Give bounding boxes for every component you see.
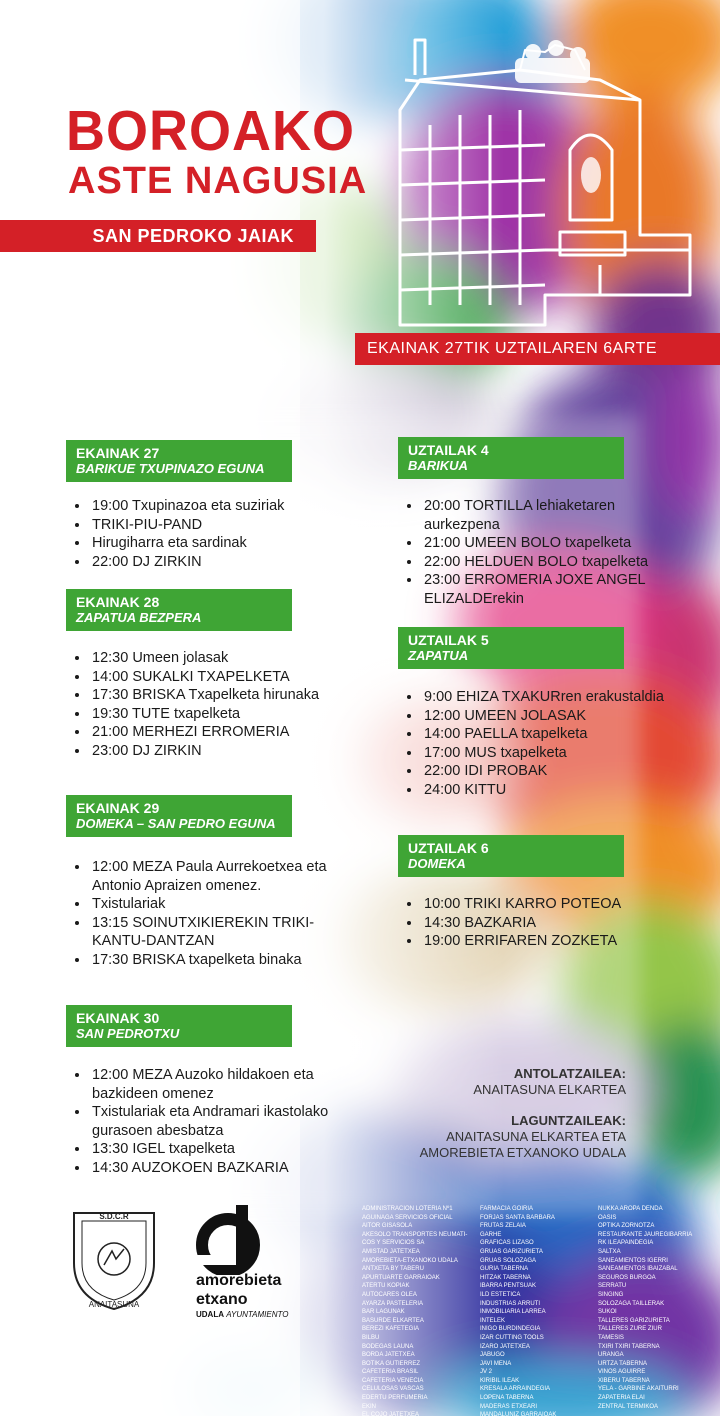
sponsor-name: ANTXETA BY TABERU — [362, 1266, 424, 1273]
event-item: • 19:30 TUTE txapelketa — [90, 705, 320, 724]
sponsor-name: EDERTU PERFUMERIA — [362, 1395, 428, 1402]
sponsor-name: ADMINISTRACION LOTERIA Nº1 — [362, 1206, 453, 1212]
day-header — [398, 437, 624, 479]
town-udala: UDALA — [196, 1310, 224, 1319]
event-list — [76, 1066, 330, 1177]
day-header — [66, 589, 292, 631]
town-council-label — [196, 1310, 288, 1319]
sponsor-name: IZAR CUTTING TOOLS — [480, 1334, 544, 1341]
event-item: • 14:00 SUKALKI TXAPELKETA — [90, 668, 320, 687]
sponsor-name: CAFETERIA VENECIA — [362, 1377, 424, 1384]
sponsor-name: AITOR GISASOLA — [362, 1223, 413, 1230]
event-item: • 19:00 Txupinazoa eta suziriak — [90, 497, 320, 516]
event-item: • Txistulariak eta Andramari ikastolako gurasoen abesbatza — [90, 1103, 330, 1140]
sponsor-name: AUTOCARES OLEA — [362, 1291, 417, 1298]
event-item: • TRIKI-PIU-PAND — [90, 516, 320, 535]
event-list — [408, 688, 672, 799]
sponsor-name: COS Y SERVICIOS SA — [362, 1240, 425, 1247]
event-item: • 23:00 DJ ZIRKIN — [90, 742, 320, 761]
subtitle-banner — [0, 220, 316, 252]
town-ayuntamiento: AYUNTAMIENTO — [226, 1310, 289, 1319]
event-item: • 9:00 EHIZA TXAKURren erakustaldia — [422, 688, 672, 707]
day-header — [398, 627, 624, 669]
event-item: • 14:30 BAZKARIA — [422, 914, 672, 933]
event-list — [76, 649, 320, 760]
day-name: BARIKUE TXUPINAZO EGUNA — [76, 461, 265, 476]
organizer-label: ANTOLATZAILEA: — [513, 1066, 626, 1081]
day-name: DOMEKA – SAN PEDRO EGUNA — [76, 816, 276, 831]
event-item: • Hirugiharra eta sardinak — [90, 534, 320, 553]
town-name-line1: amorebieta — [196, 1272, 282, 1289]
sponsors-column-2 — [480, 1205, 556, 1416]
event-item: • 12:30 Umeen jolasak — [90, 649, 320, 668]
event-list — [408, 895, 672, 951]
club-logo — [66, 1203, 162, 1313]
day-name: SAN PEDROTXU — [76, 1026, 180, 1041]
day-header — [398, 835, 624, 877]
day-date: UZTAILAK 5 — [408, 632, 489, 648]
town-name-line2: etxano — [196, 1291, 248, 1308]
sponsor-name: KRESALA ARRAINDEGIA — [480, 1386, 551, 1393]
sponsor-name: LOPENA TABERNA — [480, 1395, 534, 1402]
event-item: • 19:00 ERRIFAREN ZOZKETA — [422, 932, 672, 951]
sponsor-name: APURTUARTE GARRAIOAK — [362, 1274, 440, 1281]
sponsor-name: SANEAMIENTOS IBAIZABAL — [598, 1266, 678, 1273]
event-list — [76, 858, 330, 969]
collaborators-block — [420, 1113, 626, 1161]
sponsor-name: AMISTAD JATETXEA — [362, 1248, 420, 1255]
sponsor-name: XIBERU TABERNA — [598, 1377, 650, 1384]
sponsor-name: GARHE — [480, 1231, 502, 1238]
day-date: EKAINAK 30 — [76, 1010, 160, 1026]
sponsor-name: BAR LAGUNAK — [362, 1309, 405, 1316]
event-list — [76, 497, 320, 571]
day-name: ZAPATUA BEZPERA — [76, 610, 202, 625]
sponsor-name: AMOREBIETA-ETXANOKO UDALA — [362, 1257, 458, 1264]
day-header — [66, 795, 292, 837]
event-item: • 10:00 TRIKI KARRO POTEOA — [422, 895, 672, 914]
title-line-2: ASTE NAGUSIA — [68, 160, 368, 202]
sponsor-name: URANGA — [598, 1352, 624, 1359]
event-item: • 13:15 SOINUTXIKIEREKIN TRIKI-KANTU-DANTZAN — [90, 914, 330, 951]
sponsor-name: SERRATU — [598, 1283, 627, 1290]
event-item: • 12:00 UMEEN JOLASAK — [422, 707, 672, 726]
sponsor-name: MANDALUNIZ GARRAIOAK — [480, 1412, 557, 1416]
event-item: • 22:00 DJ ZIRKIN — [90, 553, 320, 572]
sponsor-name: ILD ESTETICA — [480, 1291, 521, 1298]
sponsor-name: JAVI MENA — [480, 1360, 512, 1367]
day-header — [66, 440, 292, 482]
sponsor-name: INIGO BURDINDEGIA — [480, 1326, 541, 1333]
sponsor-name: TALLERES GARIZURIETA — [598, 1317, 670, 1324]
event-item: • 17:00 MUS txapelketa — [422, 744, 672, 763]
sponsor-name: EL COJO JATETXEA — [362, 1412, 420, 1416]
event-list — [408, 497, 672, 608]
sponsor-name: GRUAS SOLOZAGA — [480, 1257, 537, 1264]
sponsor-name: VINOS AGUIRRE — [598, 1369, 646, 1376]
event-item: • 14:30 AUZOKOEN BAZKARIA — [90, 1159, 330, 1178]
dates-banner — [355, 333, 720, 365]
event-item: • 14:00 PAELLA txapelketa — [422, 725, 672, 744]
sponsor-name: AKESOLO TRANSPORTES NEUMATI- — [362, 1231, 468, 1238]
sponsor-name: OASIS — [598, 1214, 617, 1221]
event-item: • 21:00 MERHEZI ERROMERIA — [90, 723, 320, 742]
sponsor-name: KIRIBIL ILEAK — [480, 1377, 520, 1384]
club-logo-top-text: S.D.C.R — [99, 1212, 129, 1221]
organizer-name: ANAITASUNA ELKARTEA — [473, 1082, 626, 1097]
day-date: EKAINAK 28 — [76, 594, 160, 610]
day-name: BARIKUA — [408, 458, 468, 473]
day-date: EKAINAK 27 — [76, 445, 160, 461]
sponsor-name: SINGING — [598, 1291, 624, 1298]
dates-text: EKAINAK 27TIK UZTAILAREN 6ARTE — [367, 340, 658, 357]
sponsor-name: SEGUROS BURGOA — [598, 1274, 656, 1281]
day-name: DOMEKA — [408, 856, 466, 871]
sponsor-name: FORJAS SANTA BARBARA — [480, 1214, 555, 1221]
day-name: ZAPATUA — [408, 648, 469, 663]
sponsor-name: SANEAMIENTOS IGERRI — [598, 1257, 668, 1264]
event-item: • 23:00 ERROMERIA JOXE ANGEL ELIZALDErekin — [422, 571, 672, 608]
sponsors-column-3 — [598, 1205, 692, 1411]
event-item: • 12:00 MEZA Auzoko hildakoen eta bazkideen omenez — [90, 1066, 330, 1103]
day-date: UZTAILAK 4 — [408, 442, 489, 458]
sponsor-name: HITZAK TABERNA — [480, 1274, 531, 1281]
sponsor-name: EKIN — [362, 1403, 377, 1410]
sponsor-name: YELA - GARBINE AKAITURRI — [598, 1386, 679, 1393]
day-date: UZTAILAK 6 — [408, 840, 489, 856]
sponsor-name: BODEGAS LAUNA — [362, 1343, 414, 1350]
event-item: • Txistulariak — [90, 895, 330, 914]
sponsor-name: JV 2 — [480, 1369, 493, 1376]
event-item: • 21:00 UMEEN BOLO txapelketa — [422, 534, 672, 553]
sponsor-name: CAFETERIA BRASIL — [362, 1369, 419, 1376]
sponsor-name: AGUINAGA SERVICIOS OFICIAL — [362, 1214, 453, 1221]
collaborators-line: AMOREBIETA ETXANOKO UDALA — [419, 1145, 626, 1160]
event-item: • 22:00 HELDUEN BOLO txapelketa — [422, 553, 672, 572]
sponsor-name: IBARRA PENTSUAK — [480, 1283, 537, 1290]
sponsor-name: GRAFICAS LIZASO — [480, 1240, 534, 1247]
event-item: • 12:00 MEZA Paula Aurrekoetxea eta Antonio Apraizen omenez. — [90, 858, 330, 895]
sponsor-name: INTELEK — [480, 1317, 506, 1324]
sponsor-name: IZARO JATETXEA — [480, 1343, 530, 1350]
sponsor-name: SUKOI — [598, 1309, 617, 1316]
sponsor-name: GURIA TABERNA — [480, 1266, 529, 1273]
collaborators-label: LAGUNTZAILEAK: — [511, 1113, 626, 1128]
town-logo-mark — [192, 1203, 262, 1275]
sponsor-name: BILBU — [362, 1334, 380, 1341]
sponsor-name: SOLOZAGA TAILLERAK — [598, 1300, 665, 1307]
sponsor-name: RK ILEAPAINDEGIA — [598, 1240, 654, 1247]
event-item: • 22:00 IDI PROBAK — [422, 762, 672, 781]
sponsor-name: FARMACIA GOIRIA — [480, 1206, 534, 1212]
sponsor-name: AYARZA PASTELERIA — [362, 1300, 424, 1307]
title-line-1: BOROAKO — [66, 99, 355, 163]
sponsor-name: URTZA TABERNA — [598, 1360, 648, 1367]
collaborators-line: ANAITASUNA ELKARTEA ETA — [446, 1129, 626, 1144]
event-item: • 24:00 KITTU — [422, 781, 672, 800]
sponsor-name: BEREZI KAFETEGIA — [362, 1326, 420, 1333]
sponsor-name: GRUAS GARIZURIETA — [480, 1248, 543, 1255]
sponsor-name: JABUGO — [480, 1352, 505, 1359]
day-date: EKAINAK 29 — [76, 800, 160, 816]
event-item: • 20:00 TORTILLA lehiaketaren aurkezpena — [422, 497, 672, 534]
club-logo-bottom-text: ANAITASUNA — [88, 1300, 140, 1309]
sponsor-name: INMOBILIARIA LARREA — [480, 1309, 546, 1316]
event-item: • 17:30 BRISKA Txapelketa hirunaka — [90, 686, 320, 705]
sponsor-name: ZAPATERIA ELAI — [598, 1395, 645, 1402]
sponsor-name: INDUSTRIAS ARRUTI — [480, 1300, 541, 1307]
sponsor-name: TAMESIS — [598, 1334, 624, 1341]
sponsor-name: BASURDE ELKARTEA — [362, 1317, 424, 1324]
event-item: • 17:30 BRISKA txapelketa binaka — [90, 951, 330, 970]
day-header — [66, 1005, 292, 1047]
sponsor-name: NUKKA AROPA DENDA — [598, 1206, 663, 1212]
subtitle-text: SAN PEDROKO JAIAK — [92, 226, 294, 246]
organizer-block — [473, 1066, 626, 1098]
sponsor-name: MADERAS ETXEARI — [480, 1403, 538, 1410]
sponsor-name: CELULOSAS VASCAS — [362, 1386, 424, 1393]
sponsor-name: ATERTU KOPIAK — [362, 1283, 410, 1290]
sponsor-name: FRUTAS ZELAIA — [480, 1223, 526, 1230]
sponsor-name: ZENTRAL TERMIKOA — [598, 1403, 659, 1410]
sponsors-column-1 — [362, 1205, 467, 1416]
sponsor-name: BORDA JATETXEA — [362, 1352, 415, 1359]
sponsor-name: RESTAURANTE JAUREGIBARRIA — [598, 1231, 693, 1238]
sponsor-name: TXIRI TXIRI TABERNA — [598, 1343, 660, 1350]
sponsor-name: BOTIKA GUTIERREZ — [362, 1360, 421, 1367]
event-item: • 13:30 IGEL txapelketa — [90, 1140, 330, 1159]
sponsor-name: SALTXA — [598, 1248, 621, 1255]
sponsor-name: OPTIKA ZORNOTZA — [598, 1223, 655, 1230]
sponsor-name: TALLERES ZURE ZIUR — [598, 1326, 662, 1333]
